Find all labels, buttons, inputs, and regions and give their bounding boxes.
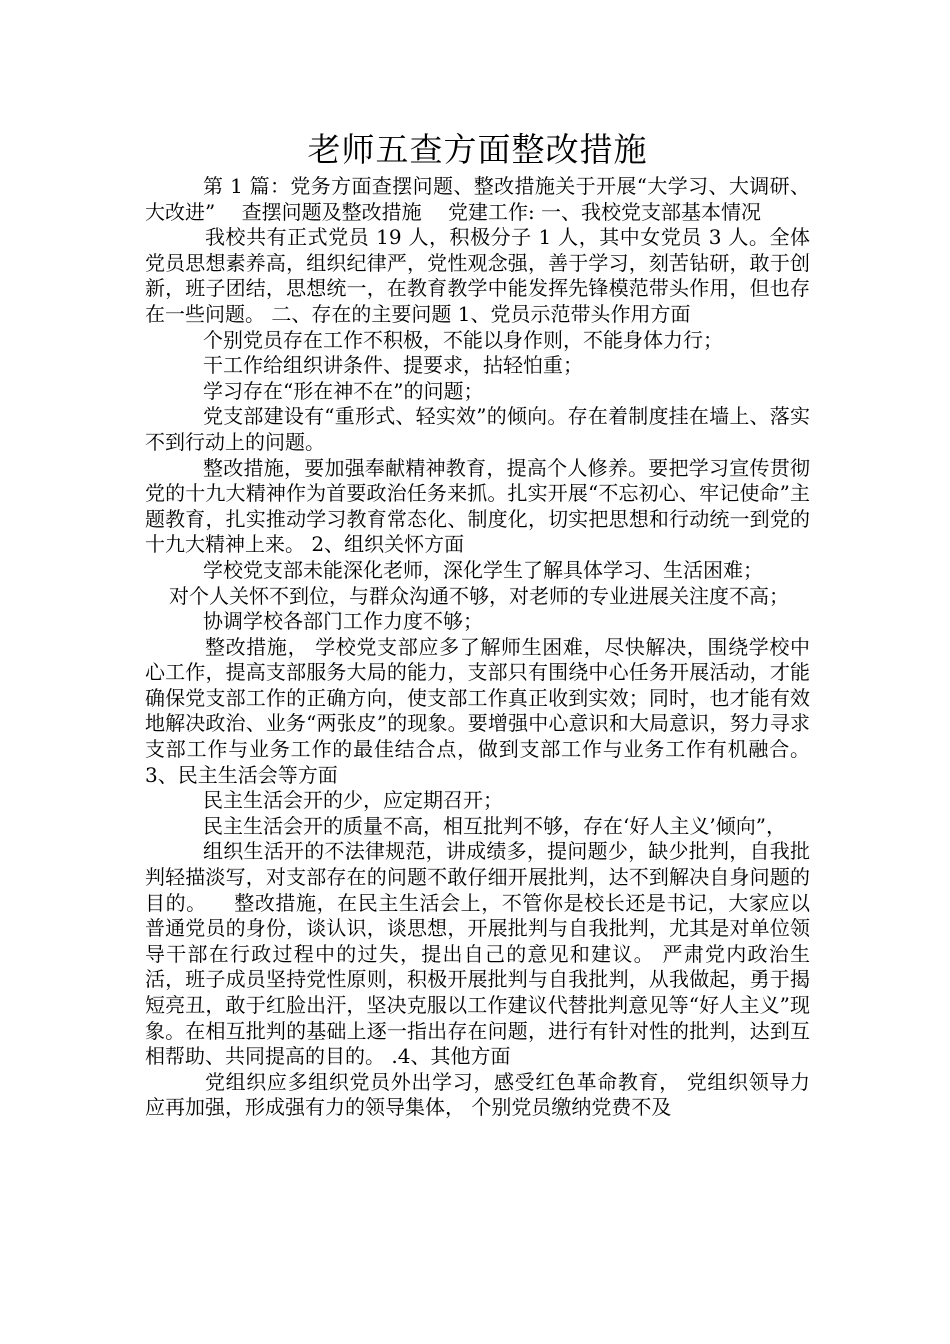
paragraph-measure-1: 整改措施，要加强奉献精神教育，提高个人修养。要把学习宣传贯彻党的十九大精神作为首要政治任务来抓。扎实开展“不忘初心、牢记使命”主题教育，扎实推动学习教育常态化、制度化，切实把思想和行动统一到党的十九大精神上来。 2、组织关怀方面: [145, 455, 810, 557]
paragraph-care-3: 协调学校各部门工作力度不够；: [203, 609, 483, 634]
paragraph-democratic-1: 民主生活会开的少，应定期召开；: [203, 788, 503, 813]
paragraph-issue-3: 学习存在“形在神不在”的问题；: [203, 378, 484, 403]
document-page: [145, 128, 810, 1121]
paragraph-care-1: 学校党支部未能深化老师，深化学生了解具体学习、生活困难；: [203, 557, 763, 582]
paragraph-issue-1: 个别党员存在工作不积极，不能以身作则，不能身体力行；: [203, 327, 723, 352]
paragraph-basic-info: 我校共有正式党员 19 人，积极分子 1 人，其中女党员 3 人。全体党员思想素养高，组织纪律严，党性观念强，善于学习，刻苦钻研，敢于创新，班子团结，思想统一，在教育教学中能发挥先锋模范带头作用，但也存在一些问题。 二、存在的主要问题 1、党员示范带头作用方面: [145, 225, 810, 326]
paragraph-care-2: 对个人关怀不到位，与群众沟通不够，对老师的专业进展关注度不高；: [169, 583, 789, 608]
paragraph-democratic-3: 组织生活开的不法律规范，讲成绩多，提问题少，缺少批判，自我批判轻描淡写，对支部存在的问题不敢仔细开展批判，达不到解决自身问题的目的。 整改措施，在民主生活会上，不管你是校长还是书记，大家应以普通党员的身份，谈认识，谈思想，开展批判与自我批判，尤其是对单位领导干部在行政过程中的过失，提出自己的意见和建议。 严肃党内政治生活，班子成员坚持党性原则，积极开展批判与自我批判，从我做起，勇于揭短亮丑，敢于红脸出汗，坚决克服以工作建议代替批判意见等“好人主义”现象。在相互批判的基础上逐一指出存在问题，进行有针对性的批判，达到互相帮助、共同提高的目的。 .4、其他方面: [145, 839, 810, 1069]
paragraph-issue-2: 干工作给组织讲条件、提要求，拈轻怕重；: [203, 353, 583, 378]
paragraph-democratic-2: 民主生活会开的质量不高，相互批判不够，存在‘好人主义’倾向”，: [203, 813, 786, 838]
document-title: 老师五查方面整改措施: [307, 130, 648, 169]
paragraph-measure-2: 整改措施， 学校党支部应多了解师生困难，尽快解决，围绕学校中心工作，提高支部服务大局的能力，支部只有围绕中心任务开展活动，才能确保党支部工作的正确方向，使支部工作真正收到实效；同时，也才能有效地解决政治、业务“两张皮”的现象。要增强中心意识和大局意识，努力寻求支部工作与业务工作的最佳结合点，做到支部工作与业务工作有机融合。 3、民主生活会等方面: [145, 634, 810, 787]
paragraph-intro: 第 1 篇：党务方面查摆问题、整改措施关于开展“大学习、大调研、大改进” 查摆问题及整改措施 党建工作: 一、我校党支部基本情况: [145, 174, 810, 224]
paragraph-issue-4: 党支部建设有“重形式、轻实效”的倾向。存在着制度挂在墙上、落实不到行动上的问题。: [145, 404, 810, 454]
paragraph-other: 党组织应多组织党员外出学习，感受红色革命教育， 党组织领导力应再加强，形成强有力的领导集体， 个别党员缴纳党费不及: [145, 1069, 810, 1120]
